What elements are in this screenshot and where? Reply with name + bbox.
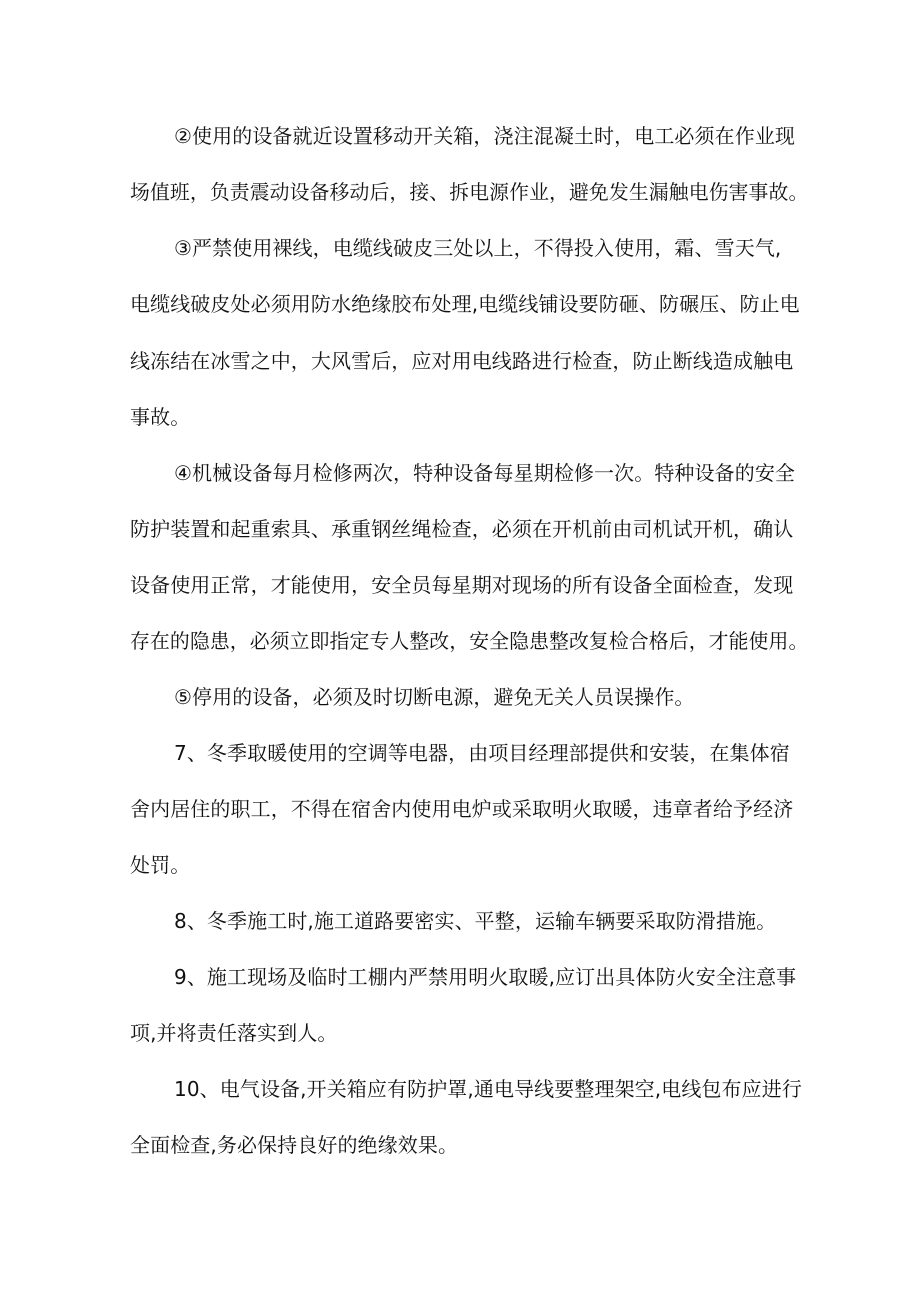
text-line-18: 10、电气设备,开关箱应有防护罩,通电导线要整理架空,电线包布应进行 [174,1077,802,1101]
text-line-2: 场值班，负责震动设备移动后，接、拆电源作业，避免发生漏触电伤害事故。 [130,180,809,204]
text-line-4: 电缆线破皮处必须用防水绝缘胶布处理,电缆线铺设要防砸、防碾压、防止电 [130,292,800,316]
text-line-14: 处罚。 [130,853,191,877]
text-line-7: ④机械设备每月检修两次，特种设备每星期检修一次。特种设备的安全 [174,461,796,485]
text-line-19: 全面检查,务必保持良好的绝缘效果。 [130,1133,459,1157]
text-line-11: ⑤停用的设备，必须及时切断电源，避免无关人员误操作。 [174,685,695,709]
text-line-6: 事故。 [130,405,191,429]
text-line-10: 存在的隐患，必须立即指定专人整改，安全隐患整改复检合格后，才能使用。 [130,629,809,653]
text-line-5: 线冻结在冰雪之中，大风雪后，应对用电线路进行检查，防止断线造成触电 [130,349,794,373]
text-line-12: 7、冬季取暖使用的空调等电器，由项目经理部提供和安装，在集体宿 [174,741,790,765]
text-line-15: 8、冬季施工时,施工道路要密实、平整，运输车辆要采取防滑措施。 [174,909,777,933]
text-line-16: 9、施工现场及临时工棚内严禁用明火取暖,应订出具体防火安全注意事 [174,965,797,989]
text-line-9: 设备使用正常，才能使用，安全员每星期对现场的所有设备全面检查，发现 [130,573,794,597]
text-line-17: 项,并将责任落实到人。 [130,1021,338,1045]
text-line-13: 舍内居住的职工，不得在宿舍内使用电炉或采取明火取暖，违章者给予经济 [130,797,794,821]
text-line-8: 防护装置和起重索具、承重钢丝绳检查，必须在开机前由司机试开机，确认 [130,517,794,541]
text-line-3: ③严禁使用裸线，电缆线破皮三处以上，不得投入使用，霜、雪天气, [174,236,782,260]
text-line-1: ②使用的设备就近设置移动开关箱，浇注混凝土时，电工必须在作业现 [174,124,796,148]
